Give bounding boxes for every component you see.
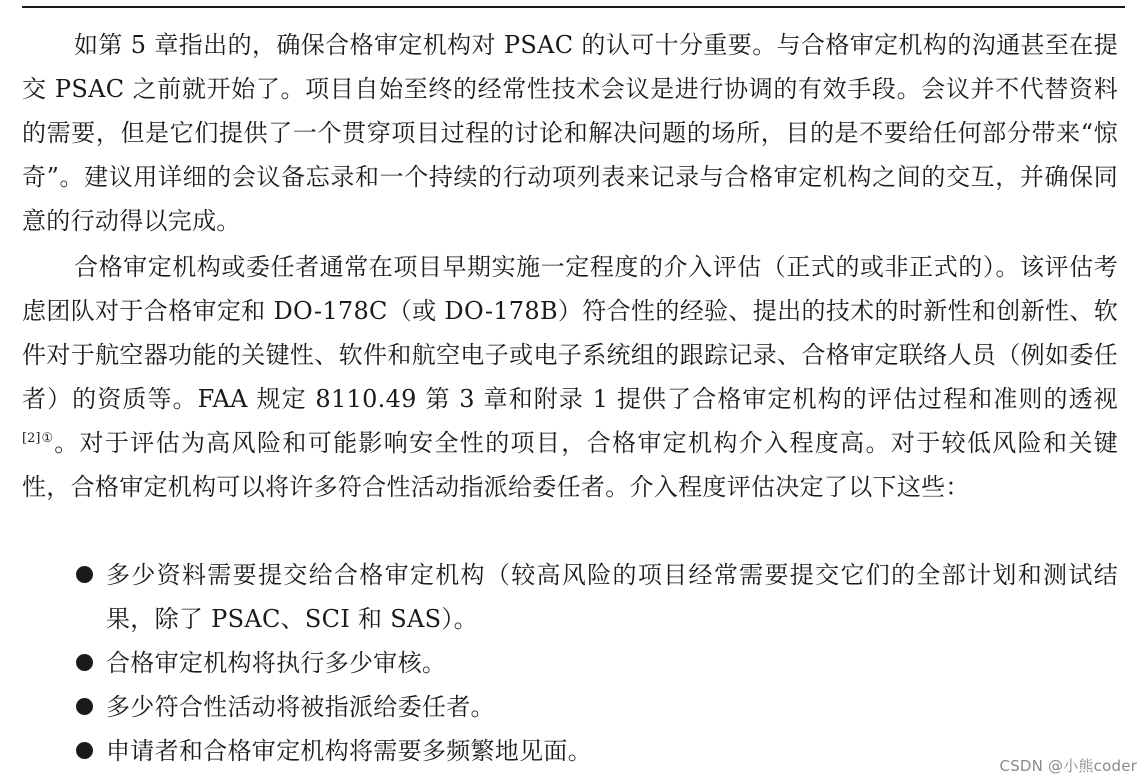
bullet-item: [22, 685, 1118, 729]
bullet-list: [22, 553, 1118, 773]
bullet-dot-icon: [76, 698, 93, 715]
bullet-dot-icon: [76, 654, 93, 671]
paragraph-2-text-after-ref: 。对于评估为高风险和可能影响安全性的项目，合格审定机构介入程度高。对于较低风险和关键性，合格审定机构可以将许多符合性活动指派给委任者。介入程度评估决定了以下这些：: [22, 429, 1118, 501]
bullet-item: [22, 641, 1118, 685]
bullet-dot-icon: [76, 566, 93, 583]
watermark: CSDN @小熊coder: [999, 757, 1137, 775]
bullet-dot-icon: [76, 742, 93, 759]
paragraph-1: [22, 23, 1118, 243]
paragraph-2-text-before-ref: 合格审定机构或委任者通常在项目早期实施一定程度的介入评估（正式的或非正式的）。该评估考虑团队对于合格审定和 DO-178C（或 DO-178B）符合性的经验、提出的技术的时新性和创新性、软件对于航空器功能的关键性、软件和航空电子或电子系统组的跟踪记录、合格审定联络人员（例如委任者）的资质等。FAA 规定 8110.49 第 3 章和附录 1 提供了合格审定机构的评估过程和准则的透视: [22, 253, 1118, 413]
paragraph-1-text: 如第 5 章指出的，确保合格审定机构对 PSAC 的认可十分重要。与合格审定机构的沟通甚至在提交 PSAC 之前就开始了。项目自始至终的经常性技术会议是进行协调的有效手段。会议并不代替资料的需要，但是它们提供了一个贯穿项目过程的讨论和解决问题的场所，目的是不要给任何部分带来“惊奇”。建议用详细的会议备忘录和一个持续的行动项列表来记录与合格审定机构之间的交互，并确保同意的行动得以完成。: [22, 31, 1118, 235]
bullet-item-text: 多少符合性活动将被指派给委任者。: [106, 693, 495, 721]
bullet-item-text: 多少资料需要提交给合格审定机构（较高风险的项目经常需要提交它们的全部计划和测试结果，除了 PSAC、SCI 和 SAS）。: [106, 561, 1118, 633]
bullet-item-text: 申请者和合格审定机构将需要多频繁地见面。: [106, 737, 592, 765]
bullet-item: [22, 729, 1118, 773]
top-rule: [22, 6, 1125, 8]
bullet-item-text: 合格审定机构将执行多少审核。: [106, 649, 447, 677]
bullet-item: [22, 553, 1118, 641]
footnote-reference: [2]①: [22, 431, 55, 446]
paragraph-2: [22, 245, 1118, 509]
